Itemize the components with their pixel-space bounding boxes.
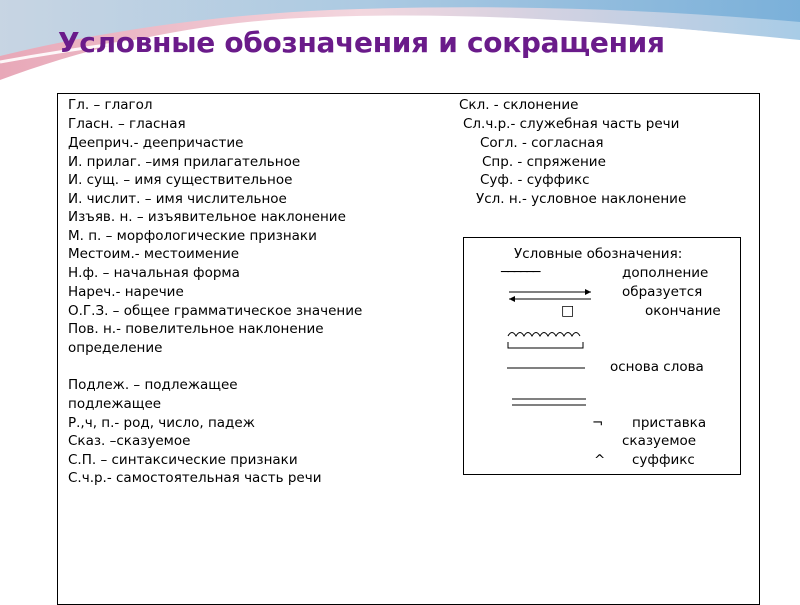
legend-label-stem: основа слова [610,359,704,375]
abbr-item: Пов. н.- повелительное наклонение [68,321,324,337]
abbr-item: Р.,ч, п.- род, число, падеж [68,415,255,431]
abbr-item: Н.ф. – начальная форма [68,265,240,281]
legend-label-addition: дополнение [622,265,709,281]
abbr-item: Скл. - склонение [459,97,579,113]
abbr-item: О.Г.З. – общее грамматическое значение [68,303,363,319]
abbr-item: Гл. – глагол [68,97,153,113]
abbr-item: подлежащее [68,396,162,412]
abbr-item: Согл. - согласная [480,135,604,151]
abbr-item: С.ч.р.- самостоятельная часть речи [68,470,322,486]
double-line-symbol [510,395,590,411]
abbr-item: Гласн. – гласная [68,116,186,132]
abbr-item: Дееприч.- деепричастие [68,135,244,151]
legend-heading: Условные обозначения: [514,246,683,262]
abbr-item: М. п. – морфологические признаки [68,228,317,244]
arrow-symbol [505,285,595,305]
abbr-item: Суф. - суффикс [480,172,590,188]
square-symbol: □ [561,303,575,319]
legend-label-formed: образуется [622,284,703,300]
suffix-symbol: ^ [594,452,606,468]
abbr-item: Местоим.- местоимение [68,246,240,262]
abbr-item: И. числит. – имя числительное [68,191,287,207]
abbr-item: И. прилаг. –имя прилагательное [68,154,301,170]
abbr-item: Усл. н.- условное наклонение [476,191,687,207]
legend-label-suffix: суффикс [632,452,695,468]
ending-bracket-symbol [505,326,587,352]
legend-label-prefix: приставка [632,415,707,431]
abbr-item: И. сущ. – имя существительное [68,172,293,188]
abbr-item: Подлеж. – подлежащее [68,377,238,393]
abbr-item: Спр. - спряжение [482,154,606,170]
abbr-item: определение [68,340,163,356]
abbr-item: Сказ. –сказуемое [68,433,191,449]
dashed-line-symbol: ────── [501,265,539,280]
abbr-item: Изъяв. н. – изъявительное наклонение [68,209,346,225]
abbr-item: С.П. – синтаксические признаки [68,452,298,468]
abbr-item: Сл.ч.р.- служебная часть речи [463,116,680,132]
stem-line-symbol [505,363,587,373]
slide-title: Условные обозначения и сокращения [58,26,665,59]
abbr-item: Нареч.- наречие [68,284,184,300]
legend-label-predicate: сказуемое [622,433,697,449]
legend-label-ending: окончание [645,303,721,319]
prefix-symbol: ¬ [592,415,604,431]
